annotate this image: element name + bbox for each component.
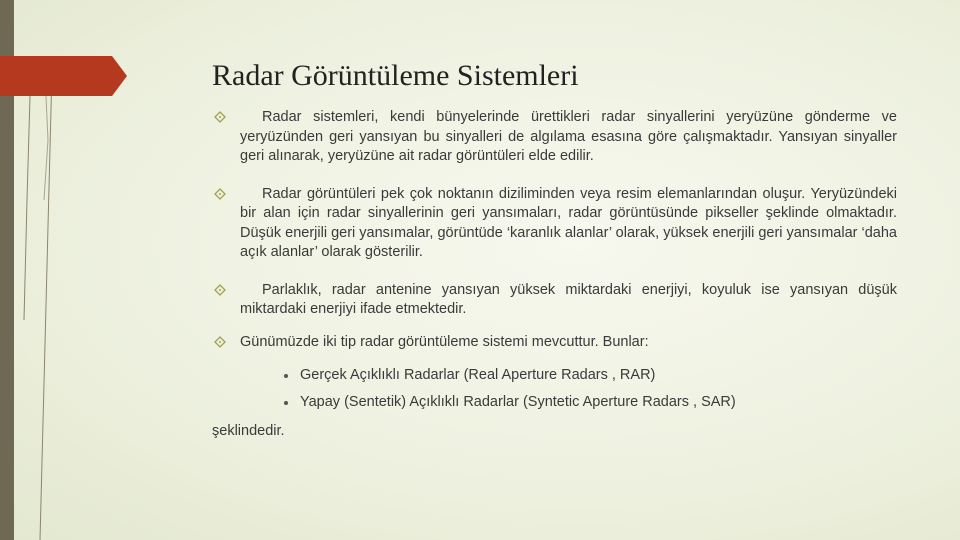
list-item-text: Yapay (Sentetik) Açıklıklı Radarlar (Syntetic Aperture Radars , SAR) [300,394,736,410]
slide-content [212,108,897,441]
paragraph-text: Parlaklık, radar antenine yansıyan yüksek miktardaki enerjiyi, koyuluk ise yansıyan düşük miktardaki enerjiyi ifade etmektedir. [240,281,897,317]
diamond-bullet-icon [214,284,226,296]
diamond-bullet-icon [214,188,226,200]
closing-text: şeklindedir. [212,423,285,439]
bullet-paragraph-1 [212,108,897,167]
paragraph-text: Radar görüntüleri pek çok noktanın diziliminden veya resim elemanlarından oluşur. Yeryüzündeki bir alan için radar sinyallerinin geri yansımaları, radar görüntüsünde pikseller şeklinde olmaktadır. Düşük enerjili geri yansımalar, görüntüde ‘karanlık alanlar’ olarak, yüksek enerjili geri yansımalar ‘daha açık alanlar’ olarak gösterilir. [240,185,897,260]
bullet-paragraph-3 [212,281,897,320]
diamond-bullet-icon [214,336,226,348]
list-item-text: Gerçek Açıklıklı Radarlar (Real Aperture Radars , RAR) [300,367,656,383]
title-accent-tab [0,56,127,96]
list-item [284,393,897,412]
dot-bullet-icon [284,374,288,378]
bullet-paragraph-4 [212,333,897,353]
paragraph-text: Günümüzde iki tip radar görüntüleme sistemi mevcuttur. Bunlar: [240,333,649,350]
slide-title: Radar Görüntüleme Sistemleri [212,59,579,92]
radar-type-list [212,366,897,412]
list-item [284,366,897,385]
bullet-paragraph-2 [212,185,897,263]
diamond-bullet-icon [214,111,226,123]
paragraph-text: Radar sistemleri, kendi bünyelerinde ürettikleri radar sinyallerini yeryüzüne gönderme ve yeryüzünden geri yansıyan bu sinyalleri de algılama esasına göre çalışmaktadır. Yansıyan sinyaller geri alınarak, yeryüzüne ait radar görüntüleri elde edilir. [240,109,897,164]
dot-bullet-icon [284,401,288,405]
